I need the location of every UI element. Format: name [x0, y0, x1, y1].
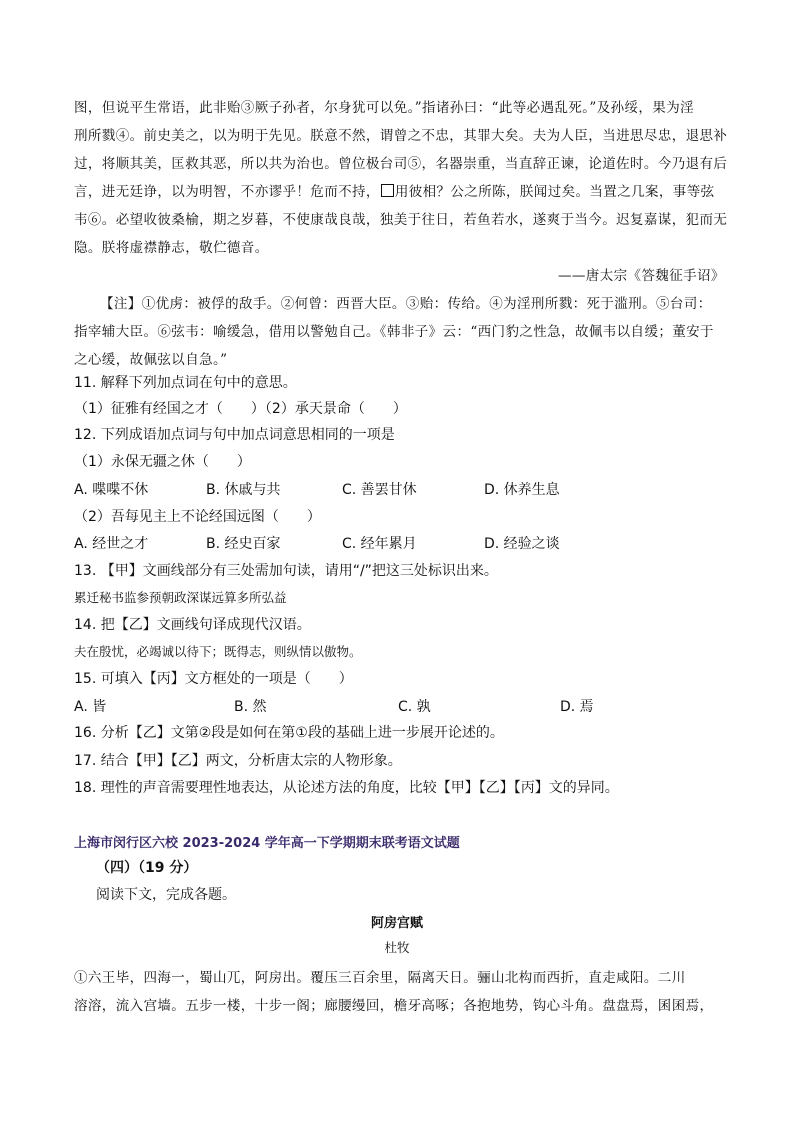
section-instruction: 阅读下文，完成各题。: [96, 887, 236, 903]
option-c: C. 经年累月: [342, 536, 417, 552]
question-13: 13. 【甲】文画线部分有三处需加句读，请用“/”把这三处标识出来。: [74, 563, 498, 579]
question-17: 17. 结合【甲】【乙】两文，分析唐太宗的人物形象。: [74, 753, 402, 769]
question-18: 18. 理性的声音需要理性地表达，从论述方法的角度，比较【甲】【乙】【丙】文的异同。: [74, 780, 619, 796]
option-c: C. 孰: [398, 699, 431, 715]
essay-line: 溶溶，流入宫墙。五步一楼，十步一阁；廊腰缦回，檐牙高啄；各抱地势，钩心斗角。盘盘焉，囷囷焉，: [74, 998, 714, 1014]
question-12-2: （2）吾每见主上不论经国远图（ ）: [74, 509, 321, 525]
essay-author: 杜牧: [384, 940, 410, 955]
question-12-1: （1）永保无疆之休（ ）: [74, 454, 251, 470]
note-line: 指宰辅大臣。⑥弦韦：喻缓急，借用以警勉自己。《韩非子》云：“西门豹之性急，故佩韦以自缓；董安于: [74, 324, 714, 340]
question-11-items: （1）征雅有经国之才（ ）（2）承天景命（ ）: [74, 401, 407, 417]
option-b: B. 经史百家: [206, 536, 281, 552]
question-16: 16. 分析【乙】文第②段是如何在第①段的基础上进一步展开论述的。: [74, 725, 504, 741]
question-14: 14. 把【乙】文画线句译成现代汉语。: [74, 617, 311, 633]
source-line: 上海市闵行区六校 2023-2024 学年高一下学期期末联考语文试题: [74, 836, 460, 851]
option-a: A. 喋喋不休: [74, 482, 149, 498]
passage-line: 韦⑥。必望收彼桑榆，期之岁暮，不使康哉良哉，独美于往日，若鱼若水，遂爽于当今。迟复嘉谋，犯而无: [74, 212, 728, 228]
option-d: D. 休养生息: [484, 482, 560, 498]
option-a: A. 皆: [74, 699, 107, 715]
passage-line-with-blank: [74, 180, 715, 200]
answer-blank-box: [381, 184, 394, 197]
option-b: B. 然: [234, 699, 267, 715]
option-c: C. 善罢甘休: [342, 482, 417, 498]
passage-line: 图，但说平生常语，此非贻③厥子孙者，尔身犹可以免。”指诸孙曰：“此等必遇乱死。”及孙绥，果为淫: [74, 100, 695, 116]
option-a: A. 经世之才: [74, 536, 149, 552]
question-11: 11. 解释下列加点词在句中的意思。: [74, 375, 297, 391]
passage-text-after-blank: 用彼相？公之所陈，朕闻过矣。当置之几案，事等弦: [394, 184, 715, 200]
question-13-text: 累迁秘书监参预朝政深谋远算多所弘益: [74, 590, 287, 605]
question-15: 15. 可填入【丙】文方框处的一项是（ ）: [74, 671, 353, 687]
question-14-text: 夫在殷忧，必竭诚以待下；既得志，则纵情以傲物。: [74, 644, 362, 659]
passage-line: 隐。朕将虚襟静志，敬伫德音。: [74, 240, 269, 256]
passage-text-before-blank: 言，进无廷诤，以为明智，不亦谬乎！危而不持，: [74, 184, 380, 200]
note-line: 之心缓，故佩弦以自急。”: [74, 352, 228, 368]
note-line: 【注】①优虏：被俘的敌手。②何曾：西晋大臣。③贻：传给。④为淫刑所戮：死于滥刑。⑤台司：: [100, 296, 712, 312]
passage-attribution: ——唐太宗《答魏征手诏》: [558, 268, 725, 284]
option-b: B. 休戚与共: [206, 482, 281, 498]
essay-line: ①六王毕，四海一，蜀山兀，阿房出。覆压三百余里，隔离天日。骊山北构而西折，直走咸阳。二川: [74, 970, 686, 986]
passage-line: 过，将顺其美，匡救其恶，所以共为治也。曾位极台司⑤，名器崇重，当直辞正谏，论道佐时。今乃退有后: [74, 156, 728, 172]
option-d: D. 焉: [560, 699, 594, 715]
question-12: 12. 下列成语加点词与句中加点词意思相同的一项是: [74, 427, 395, 443]
passage-line: 刑所戮④。前史美之，以为明于先见。朕意不然，谓曾之不忠，其罪大矣。夫为人臣，当进思尽忠，退思补: [74, 128, 728, 144]
section-heading: （四）（19 分）: [96, 860, 198, 876]
option-d: D. 经验之谈: [484, 536, 560, 552]
essay-title: 阿房宫赋: [370, 916, 423, 931]
